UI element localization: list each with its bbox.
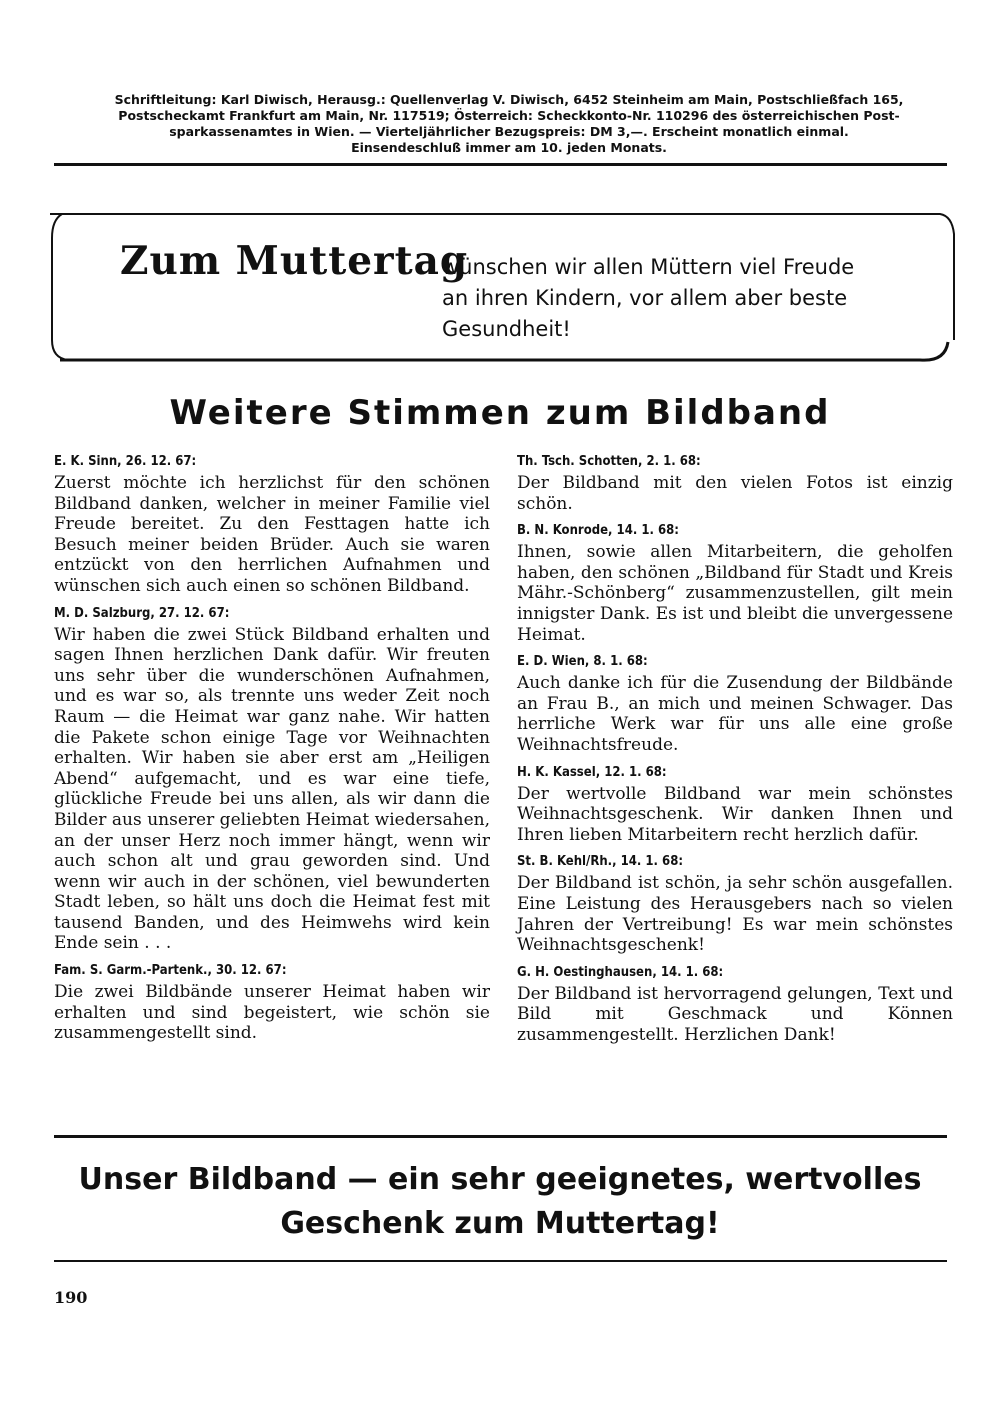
footer-headline [60, 1158, 940, 1246]
letter-text: Ihnen, sowie allen Mitarbeitern, die geholfen haben, den schönen „Bildband für Stadt und Kreis Mähr.-Schönberg“ zusammenzustellen, gilt mein innigster Dank. Es ist und bleibt die unvergessene Heimat. [517, 542, 953, 645]
section-headline: Weitere Stimmen zum Bildband [169, 393, 831, 433]
letter-sender: M. D. Salzburg, 27. 12. 67: [54, 605, 230, 621]
page-number: 190 [54, 1288, 88, 1307]
dedication-line: Gesundheit! [442, 317, 571, 341]
letter-text: Wir haben die zwei Stück Bildband erhalten und sagen Ihnen herzlichen Dank dafür. Wir freuten uns sehr über die wunderschönen Aufnahmen, und es war so, als trennte uns weder Zeit noch Raum — die Heimat war ganz nahe. Wir hatten die Pakete schon einige Tage vor Weihnachten erhalten. Wir haben sie aber erst am „Heiligen Abend“ aufgemacht, und es war eine tiefe, glückliche Freude bei uns allen, als wir dann die Bilder aus unserer geliebten Heimat wiedersahen, an der unser Herz noch immer hängt, wenn wir auch schon alt und grau geworden sind. Und wenn wir auch in der schönen, viel bewunderten Stadt leben, so hält uns doch die Heimat fest mit tausend Banden, und des Heimwehs wird kein Ende sein . . . [54, 624, 490, 954]
masthead-line: Postscheckamt Frankfurt am Main, Nr. 117519; Österreich: Scheckkonto-Nr. 110296 des österreichischen Post- [118, 108, 900, 123]
dedication-line: wünschen wir allen Müttern viel Freude [442, 255, 855, 279]
footer-top-divider [54, 1135, 947, 1138]
footer-line: Geschenk zum Muttertag! [280, 1206, 720, 1241]
letter-item [54, 963, 490, 1044]
masthead-line: Einsendeschluß immer am 10. jeden Monats. [351, 140, 667, 155]
letter-item [517, 765, 953, 846]
letter-text: Zuerst möchte ich herzlichst für den schönen Bildband danken, welcher in meiner Familie viel Freude bereitet. Zu den Festtagen hatte ich Besuch meiner beiden Brüder. Auch sie waren entzückt von den herrlichen Aufnahmen und wünschen sich auch einen so schönen Bildband. [54, 473, 490, 596]
letter-item [517, 854, 953, 955]
letter-text: Auch danke ich für die Zusendung der Bildbände an Frau B., an mich und meinen Schwager. Das herrliche Werk war für uns alle eine große Weihnachtsfreude. [517, 673, 953, 755]
footer-bottom-divider [54, 1260, 947, 1262]
letter-sender: Th. Tsch. Schotten, 2. 1. 68: [517, 454, 701, 469]
letter-sender: Fam. S. Garm.-Partenk., 30. 12. 67: [54, 963, 287, 979]
letters-column-left [54, 454, 490, 1053]
letter-item [54, 606, 490, 955]
masthead-line: Schriftleitung: Karl Diwisch, Herausg.: Quellenverlag V. Diwisch, 6452 Steinheim am Main, Postschließfach 165, [114, 92, 904, 107]
letter-sender: B. N. Konrode, 14. 1. 68: [517, 523, 679, 539]
letter-item [54, 454, 490, 597]
letter-sender: H. K. Kassel, 12. 1. 68: [517, 764, 667, 780]
masthead [68, 92, 950, 156]
letter-sender: St. B. Kehl/Rh., 14. 1. 68: [517, 854, 684, 870]
letter-item [517, 454, 953, 514]
letter-item [517, 965, 953, 1046]
letter-sender: E. K. Sinn, 26. 12. 67: [54, 454, 197, 469]
letter-text: Der Bildband ist hervorragend gelungen, Text und Bild mit Geschmack und Können zusammengestellt. Herzlichen Dank! [517, 983, 953, 1045]
letters-column-right [517, 454, 953, 1054]
letter-text: Der wertvolle Bildband war mein schönstes Weihnachtsgeschenk. Wir danken Ihnen und Ihren lieben Mitarbeitern recht herzlich dafür. [517, 783, 953, 845]
letter-text: Die zwei Bildbände unserer Heimat haben wir erhalten und sind begeistert, wie schön sie zusammengestellt sind. [54, 982, 490, 1044]
masthead-line: sparkassenamtes in Wien. — Vierteljährlicher Bezugspreis: DM 3,—. Erscheint monatlich einmal. [169, 124, 849, 139]
footer-line: Unser Bildband — ein sehr geeignetes, wertvolles [78, 1162, 922, 1197]
dedication-text [442, 252, 912, 345]
dedication-line: an ihren Kindern, vor allem aber beste [442, 286, 848, 310]
masthead-divider [54, 163, 947, 166]
letter-item [517, 523, 953, 645]
letter-sender: G. H. Oestinghausen, 14. 1. 68: [517, 964, 724, 980]
dedication-title: Zum Muttertag [120, 238, 469, 284]
letter-item [517, 654, 953, 755]
letter-sender: E. D. Wien, 8. 1. 68: [517, 654, 648, 670]
letter-text: Der Bildband ist schön, ja sehr schön ausgefallen. Eine Leistung des Herausgebers nach so vielen Jahren der Vertreibung! Es war mein schönstes Weihnachtsgeschenk! [517, 873, 953, 956]
frame-left-line [52, 214, 68, 360]
letter-text: Der Bildband mit den vielen Fotos ist einzig schön. [517, 473, 953, 514]
